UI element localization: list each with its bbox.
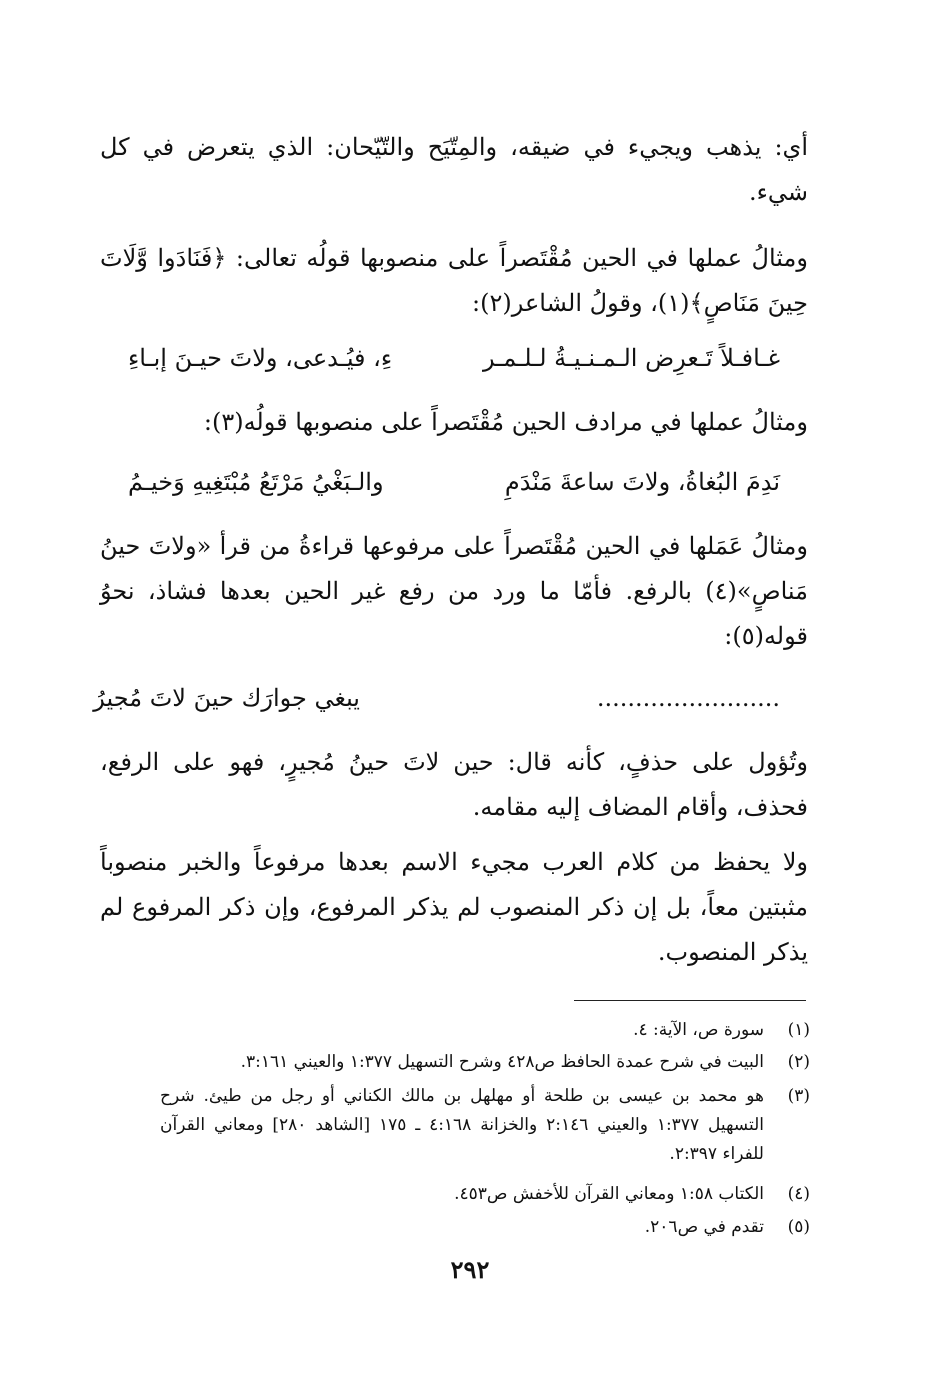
verse-3 xyxy=(93,676,780,720)
footnote-text: سورة ص، الآية: ٤. xyxy=(633,1020,764,1040)
paragraph-3: ومثالُ عملها في مرادف الحين مُقْتَصراً على منصوبها قولُه(٣): xyxy=(203,408,808,436)
verse-2-second-hemistich: والـبَغْيُ مَرْتَعُ مُبْتَغِيهِ وَخيـمُ xyxy=(128,468,384,496)
verse-3-first-hemistich: ........................ xyxy=(596,684,780,712)
footnote-number: (٣) xyxy=(787,1086,810,1106)
verse-2 xyxy=(128,460,780,504)
footnote-text: هو محمد بن عيسى بن طلحة أو مهلهل بن مالك الكناني أو رجل من طيئ. شرح التسهيل ١:٣٧٧ والعيني ٢:١٤٦ والخزانة ٤:١٦٨ ـ ١٧٥ [الشاهد ٢٨٠] ومعاني القرآن للفراء ٢:٣٩٧. xyxy=(160,1086,764,1164)
footnote-text: البيت في شرح عمدة الحافظ ص٤٢٨ وشرح التسهيل ١:٣٧٧ والعيني ٣:١٦١. xyxy=(240,1052,764,1072)
footnote-number: (٥) xyxy=(787,1217,810,1237)
footnote-text: تقدم في ص٢٠٦. xyxy=(644,1217,764,1237)
paragraph-5: وتُؤول على حذفٍ، كأنه قال: حين لاتَ حينُ مُجيرٍ، فهو على الرفع، فحذف، وأقام المضاف إليه مقامه. xyxy=(100,748,808,821)
verse-2-first-hemistich: نَدِمَ البُغاةُ، ولاتَ ساعةَ مَنْدَمِ xyxy=(504,468,780,496)
footnote-3 xyxy=(160,1082,810,1169)
paragraph-4: ومثالُ عَمَلها في الحين مُقْتَصراً على مرفوعها قراءةُ من قرأ «ولاتَ حينُ مَناصٍ»(٤) بالرفع. فأمّا ما ورد من رفع غير الحين بعدها فشاذ، نحوُ قوله(٥): xyxy=(100,532,808,650)
footnote-1 xyxy=(160,1016,810,1045)
footnote-text: الكتاب ١:٥٨ ومعاني القرآن للأخفش ص٤٥٣. xyxy=(454,1184,764,1204)
paragraph-2: ومثالُ عملها في الحين مُقْتَصراً على منصوبها قولُه تعالى: ﴿فَنَادَوا وَّلَاتَ حِينَ مَنَاصٍ﴾(١)، وقولُ الشاعر(٢): xyxy=(100,244,808,317)
verse-1 xyxy=(128,336,780,380)
footnote-number: (٢) xyxy=(787,1052,810,1072)
verse-1-second-hemistich: ءِ، فيُـدعى، ولاتَ حيـنَ إبـاءِ xyxy=(128,344,393,372)
verse-3-second-hemistich: يبغي جوارَك حينَ لاتَ مُجيرُ xyxy=(93,684,360,712)
page-number: ٢٩٢ xyxy=(450,1255,490,1284)
footnote-4 xyxy=(160,1180,810,1209)
footnote-5 xyxy=(160,1213,810,1242)
paragraph-1: أي: يذهب ويجيء في ضيقه، والمِتّيَح والتّيّحان: الذي يتعرض في كل شيء. xyxy=(100,133,808,206)
footnote-2 xyxy=(160,1048,810,1077)
paragraph-6: ولا يحفظ من كلام العرب مجيء الاسم بعدها مرفوعاً والخبر منصوباً مثبتين معاً، بل إن ذكر المنصوب لم يذكر المرفوع، وإن ذكر المرفوع لم يذكر المنصوب. xyxy=(100,848,808,966)
footnote-number: (٤) xyxy=(787,1184,810,1204)
footnote-separator xyxy=(574,1000,806,1001)
footnote-number: (١) xyxy=(787,1020,810,1040)
verse-1-first-hemistich: غـافـلاً تَـعرِض الـمـنـيـةُ لـلـمـر xyxy=(483,344,780,372)
